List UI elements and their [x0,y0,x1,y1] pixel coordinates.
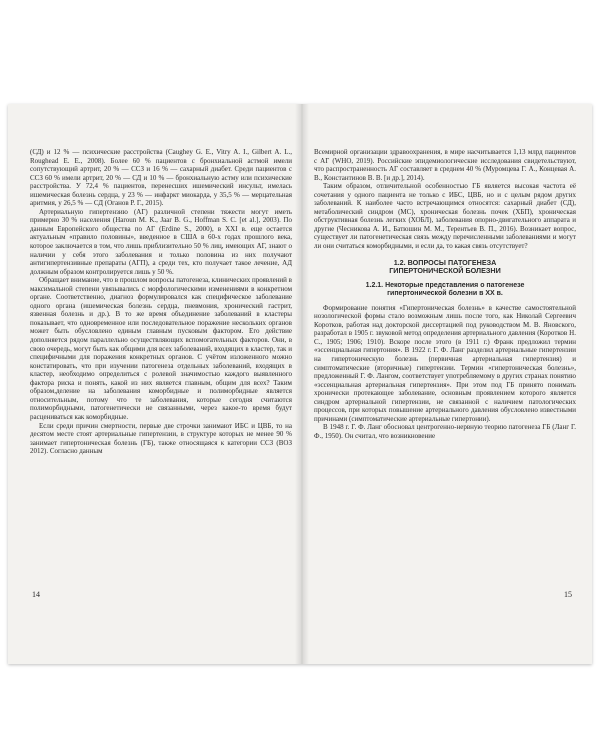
section-heading-line-1: 1.2. ВОПРОСЫ ПАТОГЕНЕЗА [393,257,497,267]
right-paragraph-2: Таким образом, отличительной особенностью ГБ является высокая частота её сочетания у одного пациента не только с ИБС, ЦВБ, но и с целым рядом других заболеваний. К наиболее часто встречающимся относятся: сахарный диабет (СД), метаболический синдром (МС), хроническая болезнь почек (ХБП), хроническая обструктивная болезнь легких (ХОБЛ), заболевания опорно-двигательного аппарата и другие (Чесникова А. И., Батюшин М. М., Терентьев В. П., 2016). Возникает вопрос, существует ли патогенетическая связь между перечисленными заболеваниями и могут ли они считаться коморбидными, и если да, то какая связь отсутствует? [314,182,576,251]
page-number-right: 15 [564,590,572,599]
subsection-heading-line-1: 1.2.1. Некоторые представления о патогенезе [365,281,525,289]
open-book [8,104,592,664]
right-paragraph-3: Формирование понятия «Гипертоническая болезнь» в качестве самостоятельной нозологической формы стало возможным лишь после того, как Николай Сергеевич Коротков, работая над докторской диссертацией под руководством М. В. Яновского, разработал в 1905 г. звуковой метод определения артериального давления (Коротков Н. С., 1905; 1906; 1910). Вскоре после этого (в 1911 г.) Франк предложил термин «эссенциальная гипертония». В 1922 г. Г. Ф. Ланг разделил артериальные гипертензии на гипертоническую болезнь (первичная артериальная гипертензия) и симптоматические (вторичные) гипертензии. Термин «гипертоническая болезнь», предложенный Г. Ф. Лангом, соответствует употребляемому в других странах понятию «эссенциальная артериальная гипертензия». При этом под ГБ принято понимать хронически протекающее заболевание, основным проявлением которого является синдром артериальной гипертензии, не связанной с наличием патологических процессов, при которых повышение артериального давления обусловлено известными причинами (симптоматические артериальные гипертонии). [314,303,576,423]
right-page [314,148,576,441]
left-paragraph-2: Артериальную гипертензию (АГ) различной степени тяжести могут иметь примерно 30 % населения (Haroun M. K., Jaar B. G., Hoffman S. C. [et al.], 2003). По данным Европейского общества по АГ (Erdine S., 2000), в XXI в. еще остается актуальным «правило половины», введенное в США в 60-х годах прошлого века, которое заключается в том, что лишь приблизительно 50 % лиц, имеющих АГ, знают о наличии у себя этого заболевания и только половина из них получают антигипертензивные препараты (АГП), а среди тех, кто получает такое лечение, АД должным образом контролируется лишь у 50 %. [30,207,292,276]
page-number-left: 14 [32,590,40,599]
left-paragraph-3: Обращает внимание, что в прошлом вопросы патогенеза, клинических проявлений в максимальной степени увязывались с морфологическими изменениями в конкретном органе. Соответственно, диагноз формулировался как специфическое заболевание одного органа (ишемическая болезнь сердца, пневмония, хронический гастрит, язвенная болезнь и др.). В то же время объединение заболеваний в кластеры показывает, что одновременное или последовательное поражение нескольких органов может быть обусловлено единым главным пусковым фактором. Его действие дополняется рядом параллельно осуществляющих вспомогательных факторов. Они, в свою очередь, могут быть как общими для всех заболеваний, входящих в кластер, так и специфичными для поражения конкретных органов. С учётом изложенного можно констатировать, что при изучении патогенеза отдельных заболеваний, входящих в кластер, необходимо определиться с ролевой значимостью каждого выявленного фактора риска и понять, какой из них является главным, общим для всех? Таким образом,деление на заболевания коморбидные и полиморбидные является относительным, потому что те заболевания, которые сегодня считаются полиморбидными, патогенетически не связанными, через какое-то время будут расцениваться как коморбидные. [30,276,292,421]
left-page [30,148,292,456]
right-paragraph-4: В 1948 г. Г. Ф. Ланг обосновал центрогенно-нервную теорию патогенеза ГБ (Ланг Г. Ф., 1950). Он считал, что возникновение [314,423,576,440]
subsection-heading-line-2: гипертонической болезни в XX в. [387,290,503,298]
right-paragraph-1: Всемирной организации здравоохранения, в мире насчитывается 1,13 млрд пациентов с АГ (WHO, 2019). Российские эпидемиологические исследования свидетельствуют, что распространенность АГ составляет в среднем 40 % (Муромцева Г. А., Концевая А. В., Константинов В. В. [и др.], 2014). [314,148,576,182]
section-heading-line-2: ГИПЕРТОНИЧЕСКОЙ БОЛЕЗНИ [389,266,501,276]
left-paragraph-1: (СД) и 12 % — психические расстройства (Caughey G. E., Vitry A. I., Gilbert A. L., Roughead E. E., 2008). Более 60 % пациентов с бронхиальной астмой имели сопутствующий артрит, 20 % — ССЗ и 16 % — сахарный диабет. Среди пациентов с ССЗ 60 % имели артрит, 20 % — СД и 10 % — бронхиальную астму или психические расстройства. У 72,4 % пациентов, перенесших ишемический инсульт, имелась ишемическая болезнь сердца, у 23 % — инфаркт миокарда, у 35,5 % — мерцательная аритмия, у 26,5 % — СД (Оганов Р. Г., 2015). [30,148,292,208]
section-heading [314,259,576,276]
subsection-heading [314,282,576,299]
book-gutter [295,104,309,664]
left-paragraph-4: Если среди причин смертности, первые две строчки занимают ИБС и ЦВБ, то на десятом месте стоят артериальные гипертензии, в структуре которых не менее 90 % занимает гипертоническая болезнь (ГБ), также относящаяся к категории ССЗ (ВОЗ 2012). Согласно данным [30,421,292,456]
